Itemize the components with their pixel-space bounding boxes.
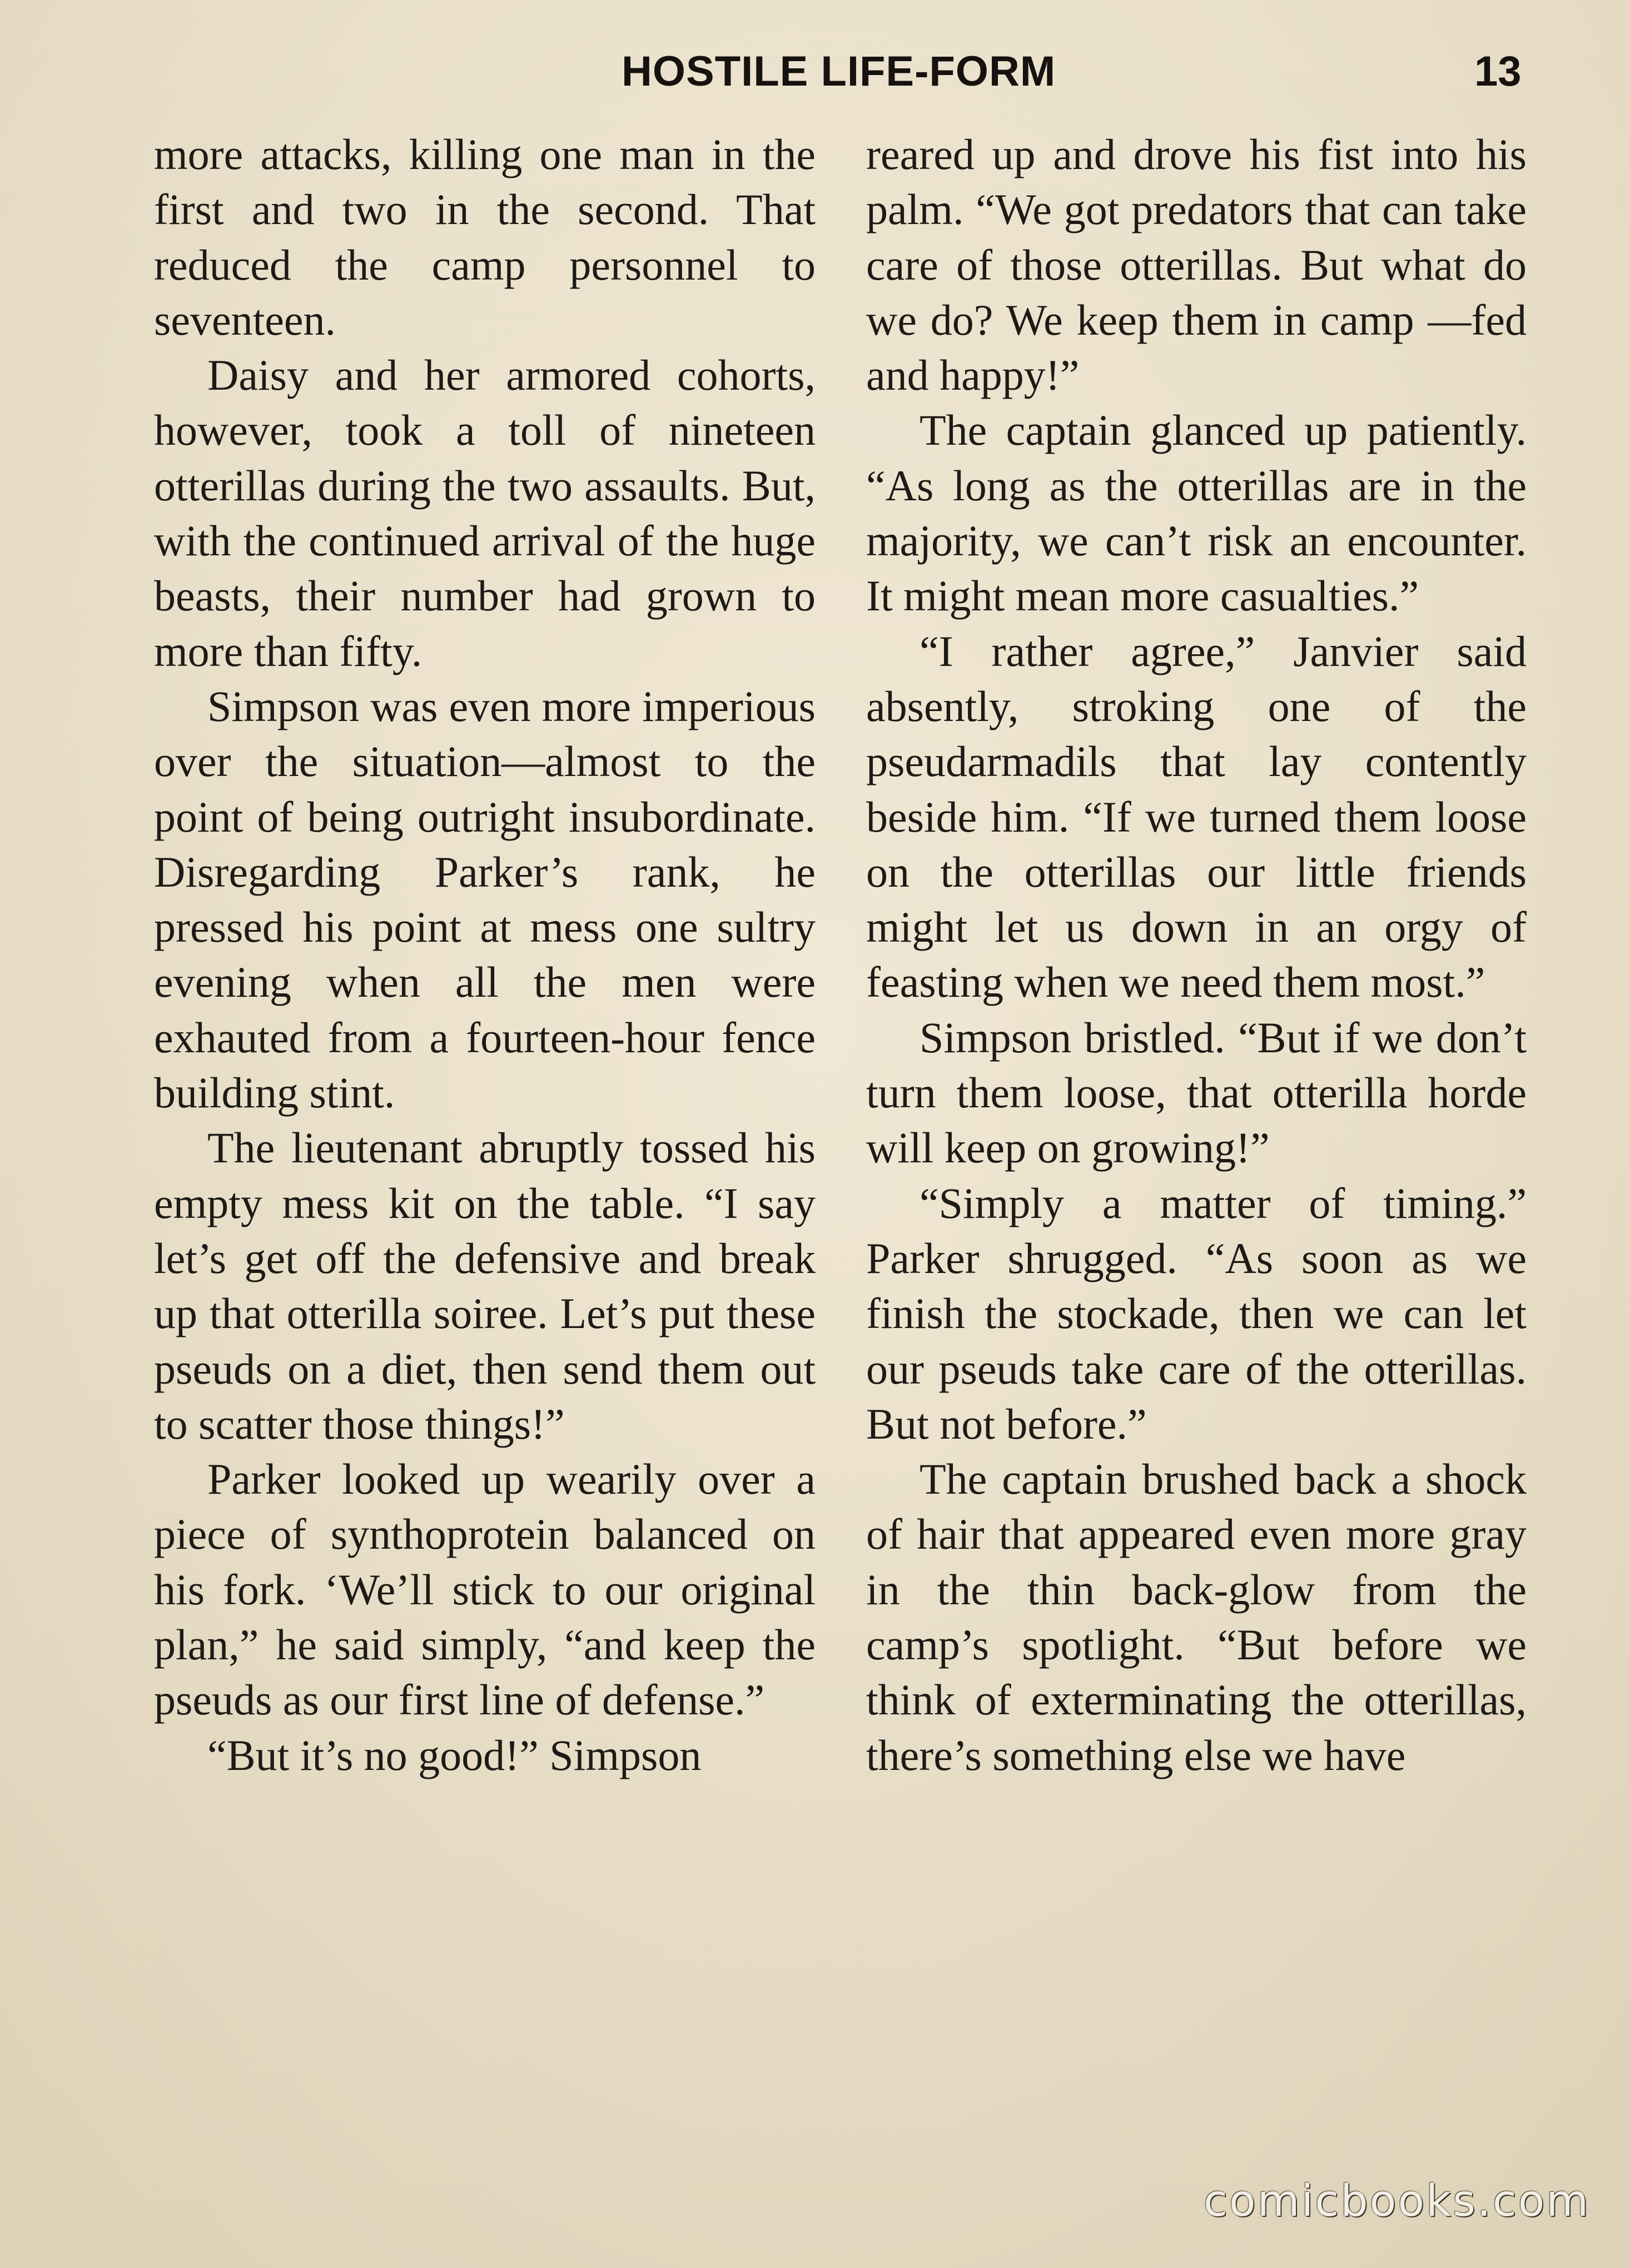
text-column-right (866, 127, 1527, 1783)
paragraph: The captain glanced up patiently. “As long as the otterillas are in the majority, we can’t risk an encounter. It might mean more casualties.” (866, 406, 1527, 620)
watermark: comicbooks.com (1204, 2176, 1591, 2226)
running-title: HOSTILE LIFE-FORM (622, 48, 1056, 95)
paragraph: “I rather agree,” Janvier said absently, stroking one of the pseudarmadils that lay contently beside him. “If we turned them loose on the otterillas our little friends might let us down in an orgy of feasting when we need them most.” (866, 626, 1527, 1007)
paragraph: Simpson was even more imperious over the situation—almost to the point of being outright insubordinate. Disregarding Parker’s rank, he pressed his point at mess one sultry evening when all the men were exhauted from a fourteen-hour fence building stint. (154, 682, 816, 1117)
paragraph: “But it’s no good!” Simpson (207, 1730, 702, 1779)
paragraph: Parker looked up wearily over a piece of synthoprotein balanced on his fork. ‘We’ll stick to our original plan,” he said simply, “and keep the pseuds as our first line of defense.” (154, 1455, 816, 1724)
paragraph: reared up and drove his fist into his palm. “We got predators that can take care of those otterillas. But what do we do? We keep them in camp —fed and happy!” (866, 130, 1527, 400)
paragraph: The captain brushed back a shock of hair that appeared even more gray in the thin back-glow from the camp’s spotlight. “But before we think of exterminating the otterillas, there’s something else we have (866, 1455, 1527, 1779)
text-column-left (154, 127, 816, 1783)
paragraph: “Simply a matter of timing.” Parker shrugged. “As soon as we finish the stockade, then we can let our pseuds take care of the otterillas. But not before.” (866, 1178, 1527, 1448)
paragraph: more attacks, killing one man in the first and two in the second. That reduced the camp personnel to seventeen. (154, 130, 816, 344)
paragraph: Daisy and her armored cohorts, however, took a toll of nineteen otterillas during the two assaults. But, with the continued arrival of the huge beasts, their number had grown to more than fifty. (154, 351, 816, 675)
paragraph: The lieutenant abruptly tossed his empty mess kit on the table. “I say let’s get off the defensive and break up that otterilla soiree. Let’s put these pseuds on a diet, then send them out to scatter those things!” (154, 1123, 816, 1448)
page-header (0, 47, 1630, 102)
page-number: 13 (1474, 48, 1522, 95)
paragraph: Simpson bristled. “But if we don’t turn them loose, that otterilla horde will keep on growing!” (866, 1013, 1527, 1172)
